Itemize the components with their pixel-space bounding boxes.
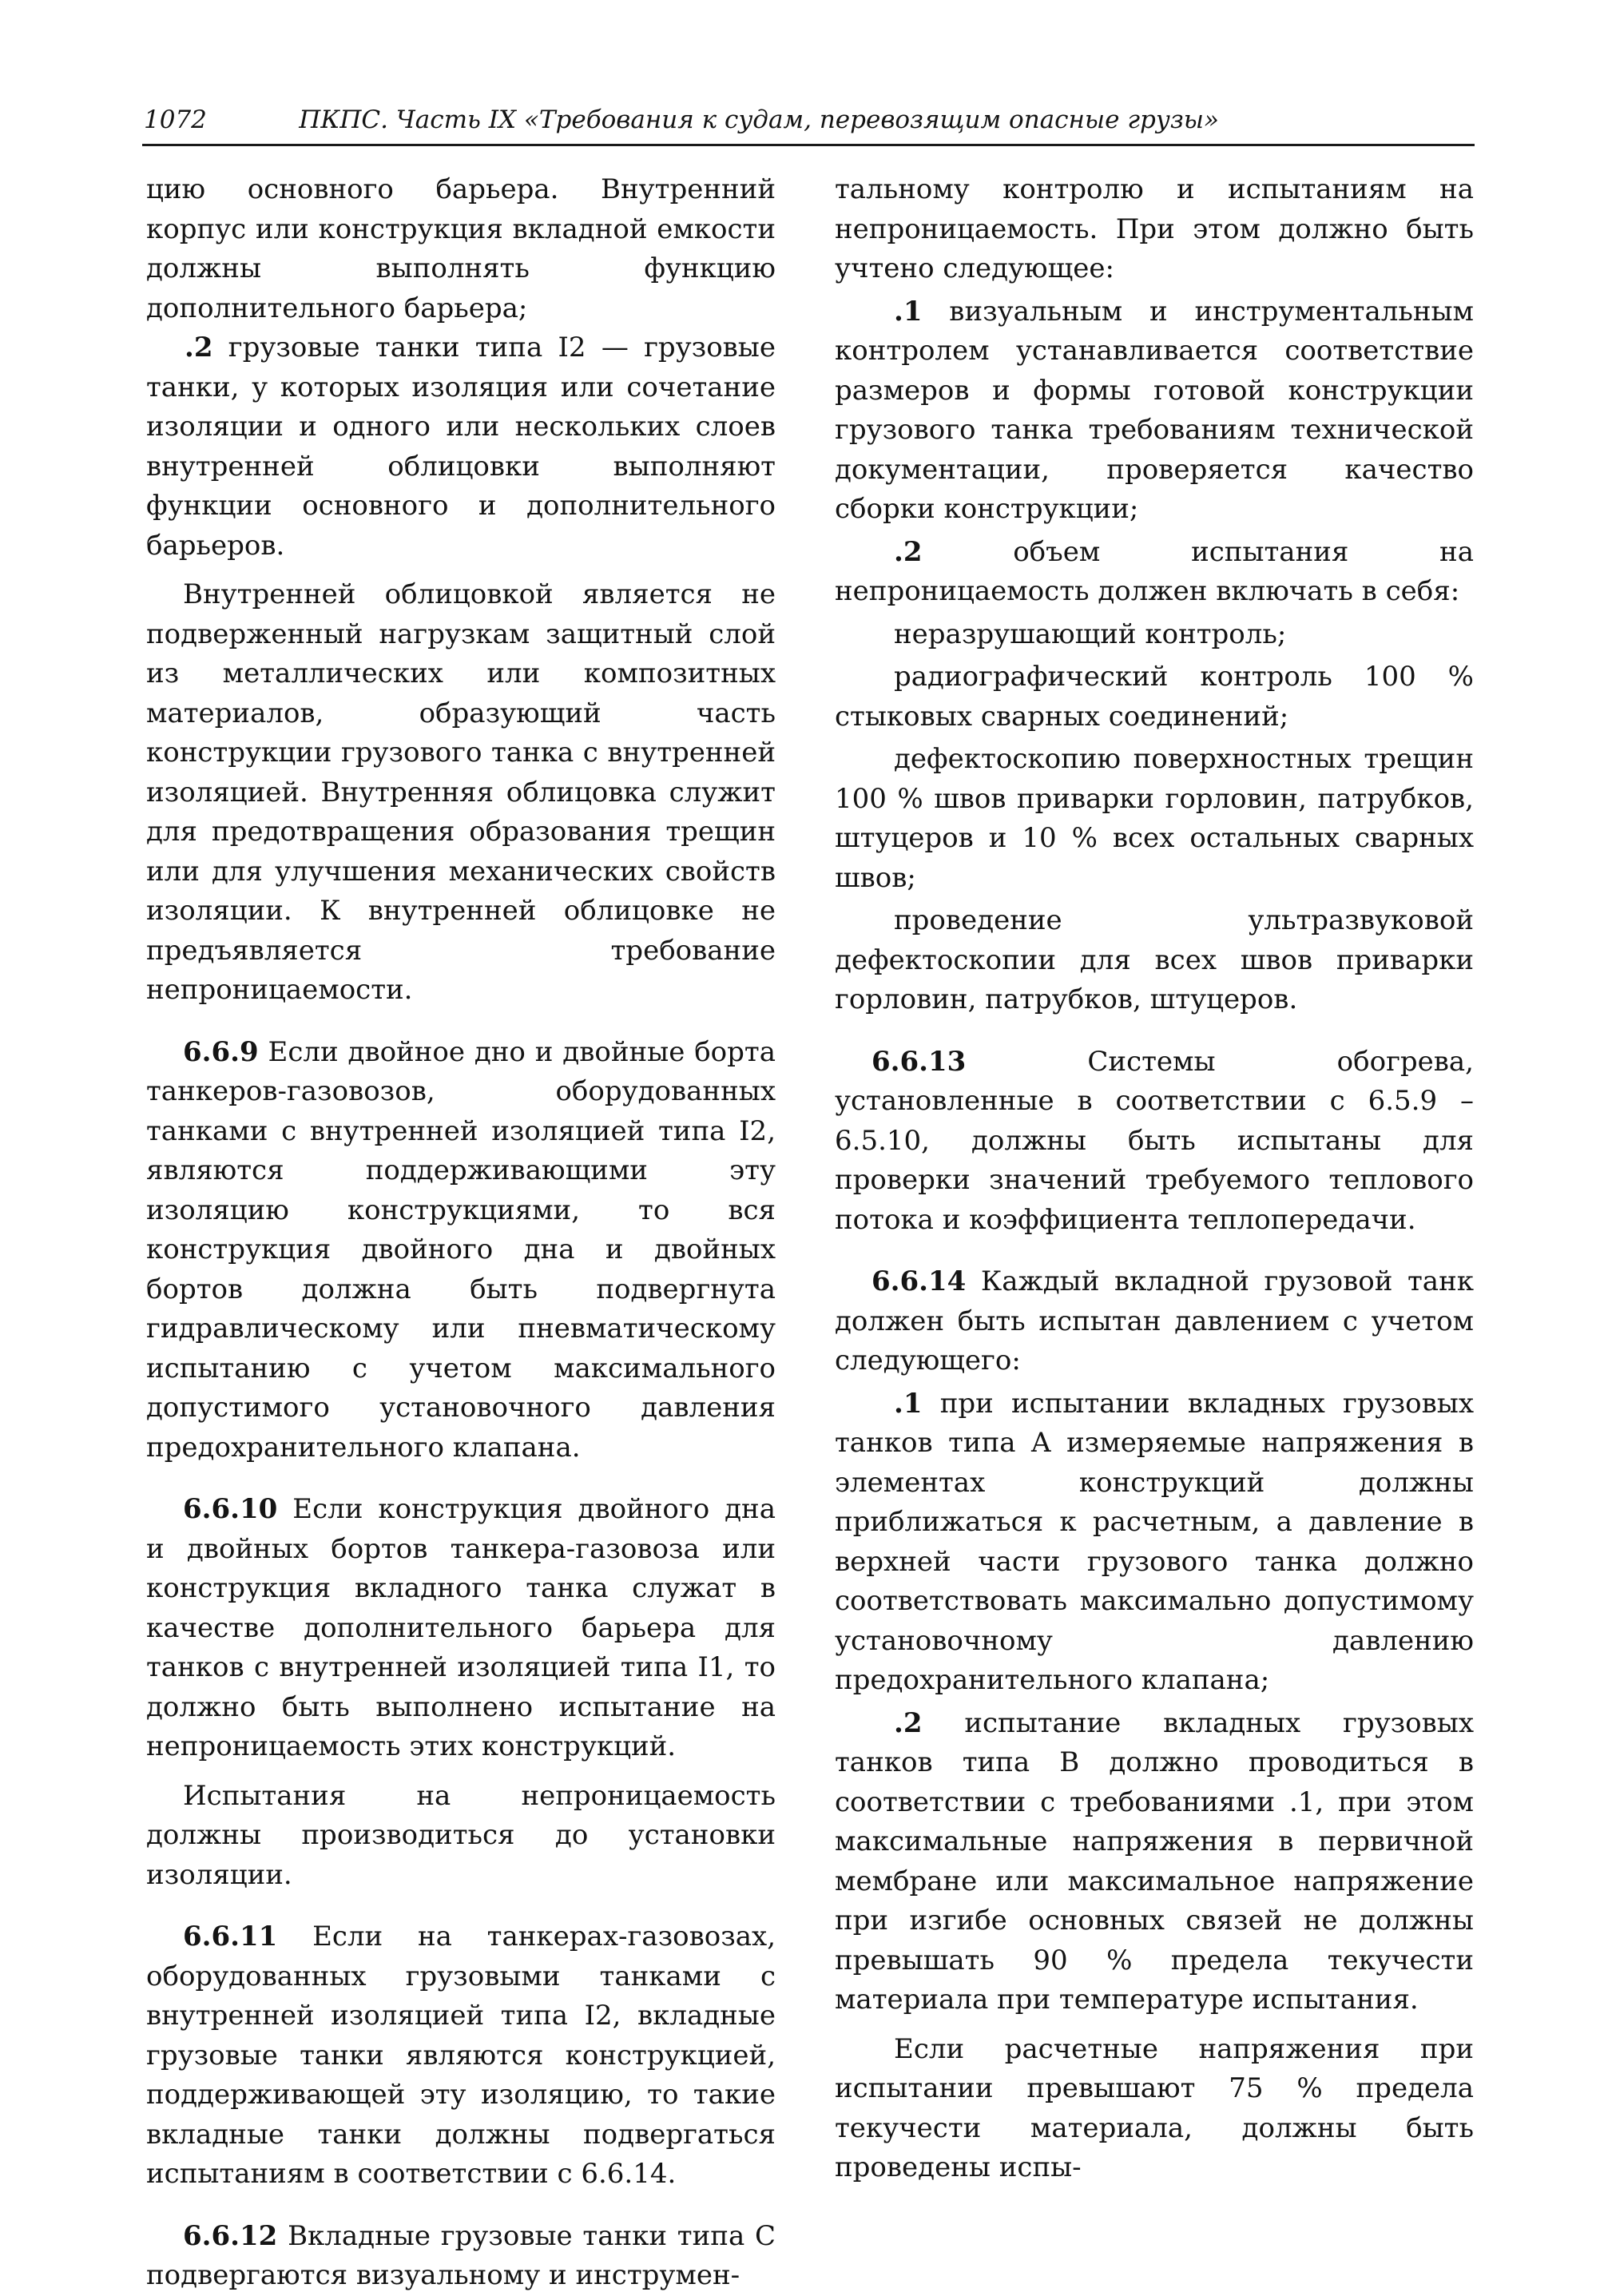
paragraph: цию основного барьера. Внутренний корпус или конструкция вкладной емкости должны выполнять функцию дополнительного барьера; xyxy=(146,173,776,324)
section-6-6-13: 6.6.13 Системы обогрева, установленные в соответствии с 6.5.9 – 6.5.10, должны быть испытаны для проверки значений требуемого теплового потока и коэффициента теплопередачи. xyxy=(835,1045,1474,1236)
paragraph: Испытания на непроницаемость должны производиться до установки изоляции. xyxy=(146,1779,776,1891)
list-item: .1 при испытании вкладных грузовых танков типа A измеряемые напряжения в элементах конструкций должны приближаться к расчетным, а давление в верхней части грузового танка должно соответствовать максимально допустимому установочному давлению предохранительного клапана; xyxy=(835,1387,1474,1696)
paragraph: тальному контролю и испытаниям на непроницаемость. При этом должно быть учтено следующее: xyxy=(835,173,1474,284)
section-6-6-9: 6.6.9 Если двойное дно и двойные борта танкеров-газовозов, оборудованных танками с внутренней изоляцией типа I2, являются поддерживающими эту изоляцию конструкциями, то вся конструкция двойного дна и двойных бортов должна быть подвергнута гидравлическому или пневматическому испытанию с учетом максимального допустимого установочного давления предохранительного клапана. xyxy=(146,1035,776,1464)
section-6-6-10: 6.6.10 Если конструкция двойного дна и двойных бортов танкера-газовоза или конструкция вкладного танка служат в качестве дополнительного барьера для танков с внутренней изоляцией типа I1, то должно быть выполнено испытание на непроницаемость этих конструкций. xyxy=(146,1493,776,1762)
list-subitem: проведение ультразвуковой дефектоскопии для всех швов приварки горловин, патрубков, штуцеров. xyxy=(835,904,1474,1015)
list-item: .2 грузовые танки типа I2 — грузовые танки, у которых изоляция или сочетание изоляции и одного или нескольких слоев внутренней облицовки выполняют функции основного и дополнительного барьеров. xyxy=(146,332,776,562)
running-title: ПКПС. Часть IX «Требования к судам, перевозящим опасные грузы» xyxy=(299,105,1219,134)
page-number: 1072 xyxy=(144,105,207,134)
paragraph: Внутренней облицовкой является не подверженный нагрузкам защитный слой из металлических или композитных материалов, образующий часть конструкции грузового танка с внутренней изоляцией. Внутренняя облицовка служит для предотвращения образования трещин или для улучшения механических свойств изоляции. К внутренней облицовке не предъявляется требование непроницаемости. xyxy=(146,578,776,1006)
section-6-6-12: 6.6.12 Вкладные грузовые танки типа C подвергаются визуальному и инструмен- xyxy=(146,2219,776,2291)
list-subitem: неразрушающий контроль; xyxy=(894,618,1287,650)
paragraph: Если расчетные напряжения при испытании превышают 75 % предела текучести материала, должны быть проведены испы- xyxy=(835,2032,1474,2183)
running-header xyxy=(142,96,1475,146)
list-item: .1 визуальным и инструментальным контролем устанавливается соответствие размеров и формы готовой конструкции грузового танка требованиям технической документации, проверяется качество сборки конструкции; xyxy=(835,295,1474,525)
section-6-6-11: 6.6.11 Если на танкерах-газовозах, оборудованных грузовыми танками с внутренней изоляцией типа I2, вкладные грузовые танки являются конструкцией, поддерживающей эту изоляцию, то такие вкладные танки должны подвергаться испытаниям в соответствии с 6.6.14. xyxy=(146,1921,776,2190)
section-6-6-14: 6.6.14 Каждый вкладной грузовой танк должен быть испытан давлением с учетом следующего: xyxy=(835,1265,1474,1376)
list-subitem: дефектоскопию поверхностных трещин 100 % швов приварки горловин, патрубков, штуцеров и 10 % всех остальных сварных швов; xyxy=(835,743,1474,894)
list-item: .2 испытание вкладных грузовых танков типа B должно проводиться в соответствии с требованиями .1, при этом максимальные напряжения в первичной мембране или максимальное напряжение при изгибе основных связей не должны превышать 90 % предела текучести материала при температуре испытания. xyxy=(835,1706,1474,2016)
list-item: .2 объем испытания на непроницаемость должен включать в себя: xyxy=(835,535,1474,607)
left-column xyxy=(146,170,776,2296)
right-column xyxy=(835,170,1474,2188)
list-subitem: радиографический контроль 100 % стыковых сварных соединений; xyxy=(835,661,1474,733)
